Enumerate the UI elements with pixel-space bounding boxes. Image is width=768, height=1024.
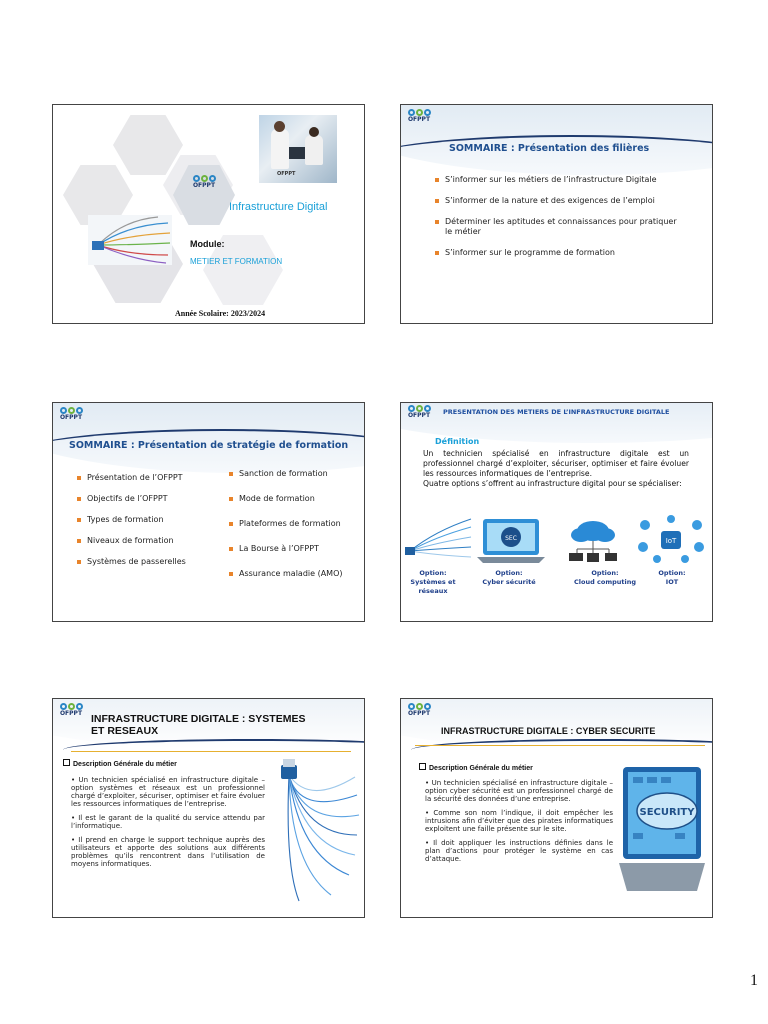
option-name: IOT [665,578,679,586]
slide-cyber-securite [400,698,713,918]
network-cables-image [269,755,361,905]
ofppt-logo [405,109,433,123]
options-intro: Quatre options s’offrent au infrastructure digital pour se spécialiser: [423,479,682,488]
bullet-list [435,175,685,269]
cables-photo [88,215,172,265]
option-name: Systèmes et réseaux [410,578,456,595]
ofppt-logo [405,703,433,717]
title-line: ET RESEAUX [91,725,159,737]
option-cyber [479,569,539,587]
slide-metiers-definition [400,402,713,622]
paragraph: • Un technicien spécialisé en infrastructure digitale – option cyber sécurité est un professionnel chargé de la sécurité des données d’une entreprise. [425,779,613,803]
ofppt-logo [190,175,218,189]
bullet-item: S’informer sur les métiers de l’infrastructure Digitale [435,175,685,185]
logo-text: OFPPT [59,710,83,717]
slide-systemes-reseaux [52,698,365,918]
security-label: SECURITY [639,807,695,818]
paragraph: • Comme son nom l’indique, il doit empêcher les intrusions afin d’éviter que des pirates informatiques exploitent une faille présente sur le site. [425,809,613,833]
description-body [71,776,265,874]
bullet-item: Déterminer les aptitudes et connaissances pour pratiquer le métier [435,217,685,237]
bullet-item: Niveaux de formation [77,536,217,546]
logo-text: OFPPT [407,710,431,717]
iot-image [637,513,705,565]
slide-title: PRESENTATION DES METIERS DE L’INFRASTRUCTURE DIGITALE [443,408,670,416]
description-heading-text: Description Générale du métier [429,765,533,772]
title-line: INFRASTRUCTURE DIGITALE : SYSTEMES [91,713,306,725]
slide-title: INFRASTRUCTURE DIGITALE : CYBER SECURITE [441,726,656,736]
paragraph: • Il est le garant de la qualité du service attendu par l’informatique. [71,814,265,830]
checkbox-bullet-icon [63,759,70,766]
option-name: Cloud computing [574,578,636,586]
swoosh-line [411,739,713,761]
option-systemes [405,569,461,596]
logo-text: OFPPT [59,414,83,421]
option-label: Option: [591,569,619,577]
bullet-item: Assurance maladie (AMO) [229,569,359,579]
checkbox-bullet-icon [419,763,426,770]
section-subtitle: Définition [435,437,480,446]
slide-title: SOMMAIRE : Présentation de stratégie de formation [69,440,349,451]
option-label: Option: [658,569,686,577]
description-heading [419,763,533,772]
logo-text: OFPPT [407,412,431,419]
logo-text: OFPPT [192,182,216,189]
slide-sommaire-filieres [400,104,713,324]
page-number: 1 [750,972,758,989]
cloud-computing-image [561,517,623,563]
ofppt-logo [405,405,433,419]
option-cloud [569,569,641,587]
bullet-item: S’informer de la nature et des exigences de l’emploi [435,196,685,206]
network-cables-image [405,511,475,561]
definition-paragraph: Un technicien spécialisé en infrastructure digitale est un professionnel chargé d’exploiter, sécuriser, optimiser et faire évoluer les ressources informatiques de l’entreprise. [423,449,689,478]
bullet-item: S’informer sur le programme de formation [435,248,685,258]
ofppt-logo [57,407,85,421]
paragraph: • Un technicien spécialisé en infrastructure digitale – option systèmes et réseaux est un professionnel chargé d’exploiter, sécuriser, optimiser et faire évoluer les ressources informatiques de l’entreprise. [71,776,265,808]
bullet-item: Sanction de formation [229,469,359,479]
definition-text [423,449,689,489]
logo-text: OFPPT [407,116,431,123]
title-underline [415,745,705,746]
paragraph: • Il prend en charge le support technique auprès des utilisateurs et apporte des solutions aux différents problèmes qu’ils rencontrent dans l’utilisation de moyens informatiques. [71,836,265,868]
bullet-item: Présentation de l’OFPPT [77,473,217,483]
school-year: Année Scolaire: 2023/2024 [175,309,266,318]
ofppt-logo [57,703,85,717]
option-label: Option: [419,569,447,577]
slide-cover [52,104,365,324]
cover-title: Infrastructure Digital [229,201,328,213]
paragraph: • Il doit appliquer les instructions définies dans le plan d’actions pour protéger le système en cas d’attaque. [425,839,613,863]
module-label: Module: [190,239,225,249]
slide-title [91,713,305,737]
svg-text:SEC: SEC [505,535,517,542]
bullet-list-right [229,469,359,594]
description-heading [63,759,177,768]
svg-text:IoT: IoT [665,537,677,545]
security-laptop-image [619,763,705,895]
bullet-item: La Bourse à l’OFPPT [229,544,359,554]
option-iot [651,569,693,587]
title-underline [71,751,351,752]
slide-sommaire-strategie [52,402,365,622]
description-heading-text: Description Générale du métier [73,761,177,768]
description-body [425,779,613,869]
photo-caption: OFPPT [277,171,296,177]
hex-shape [113,115,183,175]
cyber-security-image [475,513,547,565]
bullet-item: Objectifs de l’OFPPT [77,494,217,504]
bullet-item: Plateformes de formation [229,519,359,529]
students-photo [259,115,337,183]
option-label: Option: [495,569,523,577]
slide-title: SOMMAIRE : Présentation des filières [449,143,650,154]
option-name: Cyber sécurité [482,578,536,586]
bullet-item: Types de formation [77,515,217,525]
bullet-list-left [77,473,217,578]
bullet-item: Mode de formation [229,494,359,504]
module-name: METIER ET FORMATION [190,257,283,266]
bullet-item: Systèmes de passerelles [77,557,217,567]
